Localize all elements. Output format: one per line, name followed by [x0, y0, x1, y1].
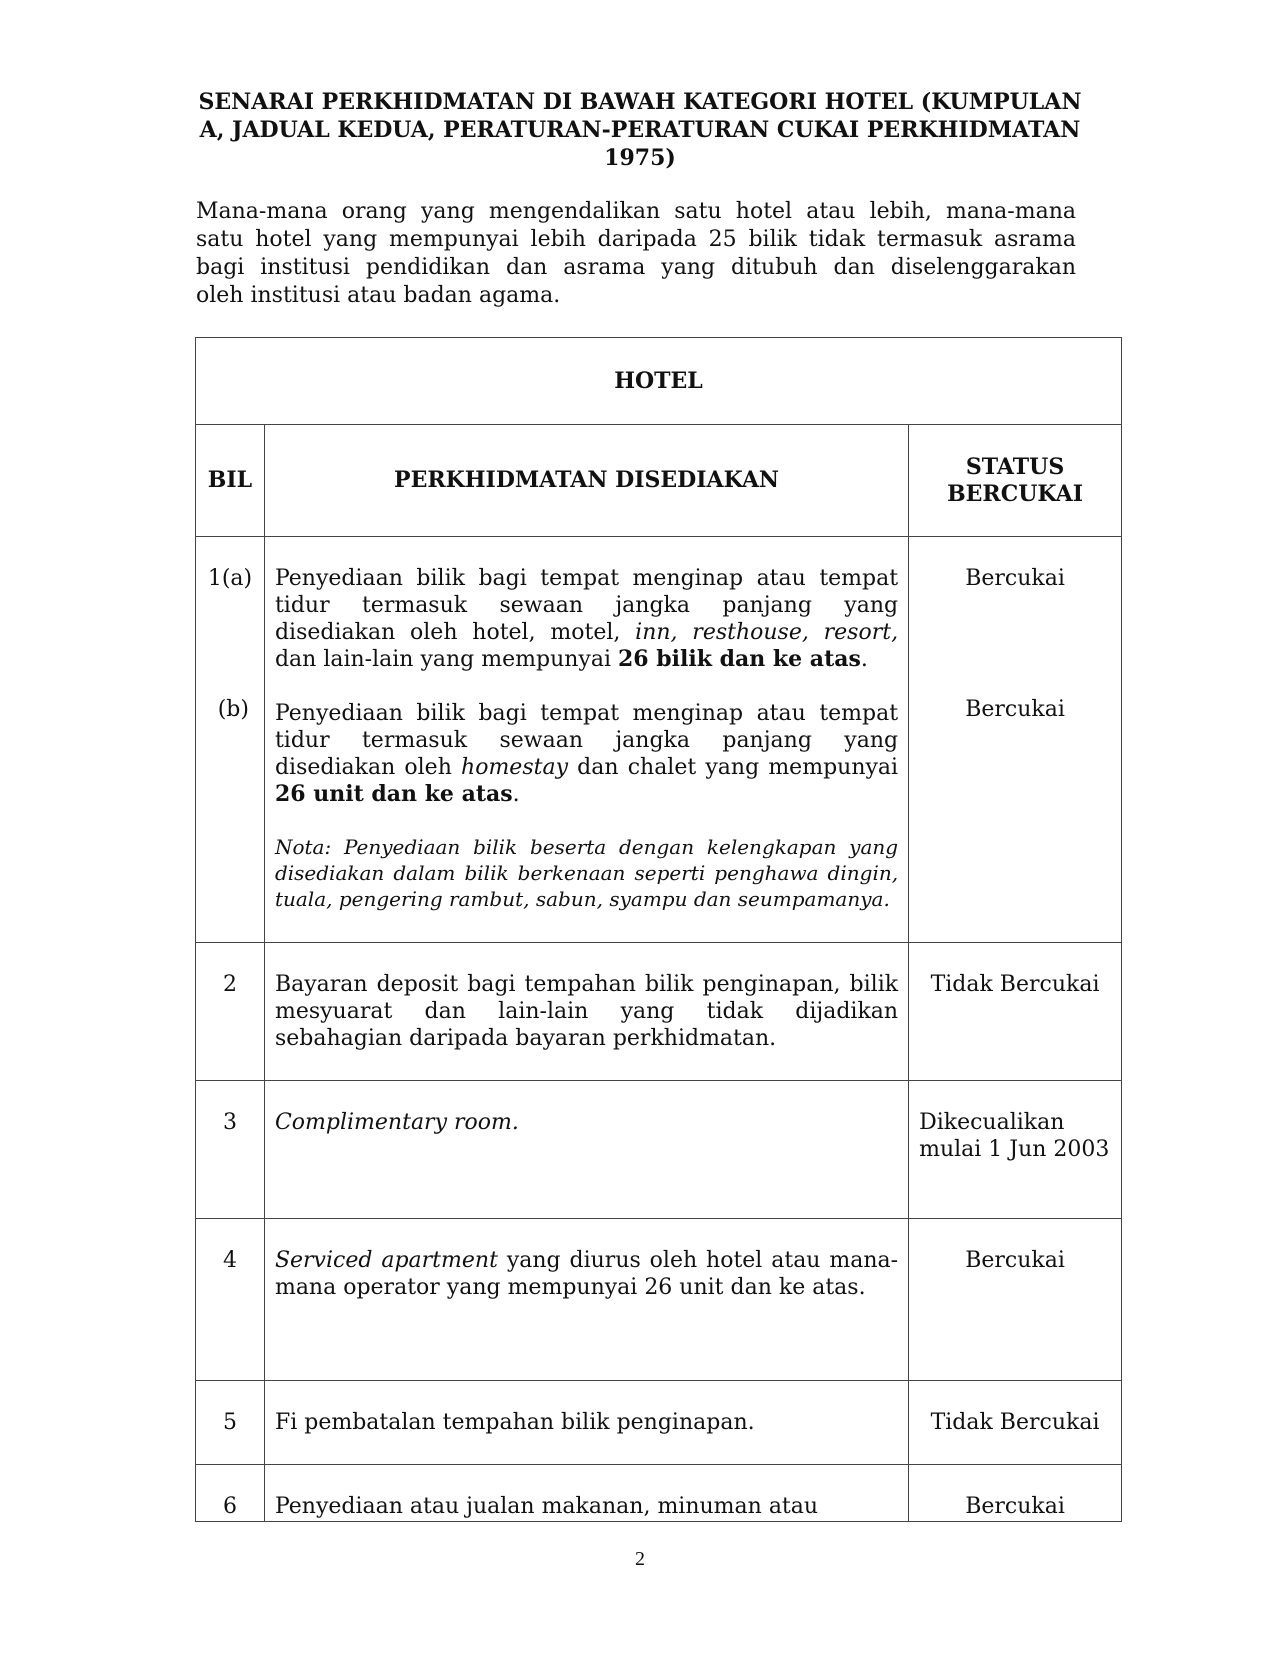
- intro-line: oleh institusi atau badan agama.: [196, 283, 561, 308]
- text-italic: inn, resthouse, resort,: [635, 620, 899, 645]
- row-status: Tidak Bercukai: [909, 1381, 1122, 1465]
- text: Penyediaan bilik bagi tempat menginap atau tempat tidur termasuk sewaan jangka panjang yang disediakan oleh: [274, 701, 899, 780]
- text: yang diurus oleh hotel atau mana-mana operator yang mempunyai 26 unit dan ke atas.: [274, 1248, 899, 1300]
- title-line: 1975): [604, 145, 676, 171]
- table-row: [196, 1081, 1122, 1219]
- table-row: [196, 537, 1122, 943]
- intro-line: bagi institusi pendidikan dan asrama yang ditubuh dan diselenggarakan: [196, 255, 1076, 280]
- row-status: Dikecualikan mulai 1 Jun 2003: [909, 1081, 1122, 1219]
- row-description: Bayaran deposit bagi tempahan bilik penginapan, bilik mesyuarat dan lain-lain yang tidak dijadikan sebahagian daripada bayaran perkhidmatan.: [264, 943, 908, 1081]
- row-status: Tidak Bercukai: [909, 943, 1122, 1081]
- row-number: [196, 537, 265, 943]
- row-number-a: 1(a): [207, 566, 253, 591]
- intro-line: Mana-mana orang yang mengendalikan satu hotel atau lebih, mana-mana: [196, 199, 1076, 224]
- row-number: 5: [196, 1381, 265, 1465]
- text: .: [860, 647, 868, 672]
- text-italic: Complimentary room.: [274, 1110, 519, 1135]
- text: dan lain-lain yang mempunyai: [274, 647, 618, 672]
- services-table: [195, 337, 1122, 1522]
- header-status-line: BERCUKAI: [947, 480, 1083, 507]
- row-number: 4: [196, 1219, 265, 1381]
- text-bold: 26 unit dan ke atas: [274, 781, 513, 807]
- page-number: 2: [635, 1548, 645, 1570]
- status-a: Bercukai: [965, 566, 1065, 591]
- row-description: Fi pembatalan tempahan bilik penginapan.: [264, 1381, 908, 1465]
- table-row: [196, 1465, 1122, 1522]
- header-status: [909, 425, 1122, 537]
- document-title: [190, 88, 1090, 172]
- table-row: [196, 1219, 1122, 1381]
- table-row: [196, 1381, 1122, 1465]
- title-line: SENARAI PERKHIDMATAN DI BAWAH KATEGORI HOTEL (KUMPULAN: [198, 89, 1082, 115]
- intro-line: satu hotel yang mempunyai lebih daripada 25 bilik tidak termasuk asrama: [196, 227, 1076, 252]
- row-description: Penyediaan atau jualan makanan, minuman atau: [264, 1465, 908, 1522]
- row-number-b: (b): [217, 697, 249, 722]
- text: dan chalet yang mempunyai: [568, 755, 899, 780]
- row-description: [264, 1081, 908, 1219]
- row-status: [909, 537, 1122, 943]
- status-b: Bercukai: [965, 697, 1065, 722]
- title-line: A, JADUAL KEDUA, PERATURAN-PERATURAN CUKAI PERKHIDMATAN: [199, 117, 1081, 143]
- row-number: 2: [196, 943, 265, 1081]
- table-caption: HOTEL: [196, 338, 1122, 425]
- row-description: [264, 1219, 908, 1381]
- text-italic: Serviced apartment: [274, 1248, 498, 1273]
- description-a: [275, 565, 898, 673]
- text: Penyediaan bilik bagi tempat menginap atau tempat tidur termasuk sewaan jangka panjang yang disediakan oleh hotel, motel,: [274, 566, 899, 645]
- header-bil: BIL: [196, 425, 265, 537]
- intro-paragraph: [196, 198, 1076, 310]
- text-italic: homestay: [461, 755, 569, 780]
- description-b: [275, 700, 898, 808]
- table-header-row: [196, 425, 1122, 537]
- text: .: [512, 782, 520, 807]
- row-description: [264, 537, 908, 943]
- row-number: 6: [196, 1465, 265, 1522]
- table-row: [196, 943, 1122, 1081]
- header-service: PERKHIDMATAN DISEDIAKAN: [264, 425, 908, 537]
- row-number: 3: [196, 1081, 265, 1219]
- row-status: Bercukai: [909, 1219, 1122, 1381]
- description-note: Nota: Penyediaan bilik beserta dengan kelengkapan yang disediakan dalam bilik berkenaan seperti penghawa dingin, tuala, pengering rambut, sabun, syampu dan seumpamanya.: [274, 835, 899, 911]
- row-status: Bercukai: [909, 1465, 1122, 1522]
- header-status-line: STATUS: [965, 453, 1065, 480]
- text-bold: 26 bilik dan ke atas: [617, 646, 861, 672]
